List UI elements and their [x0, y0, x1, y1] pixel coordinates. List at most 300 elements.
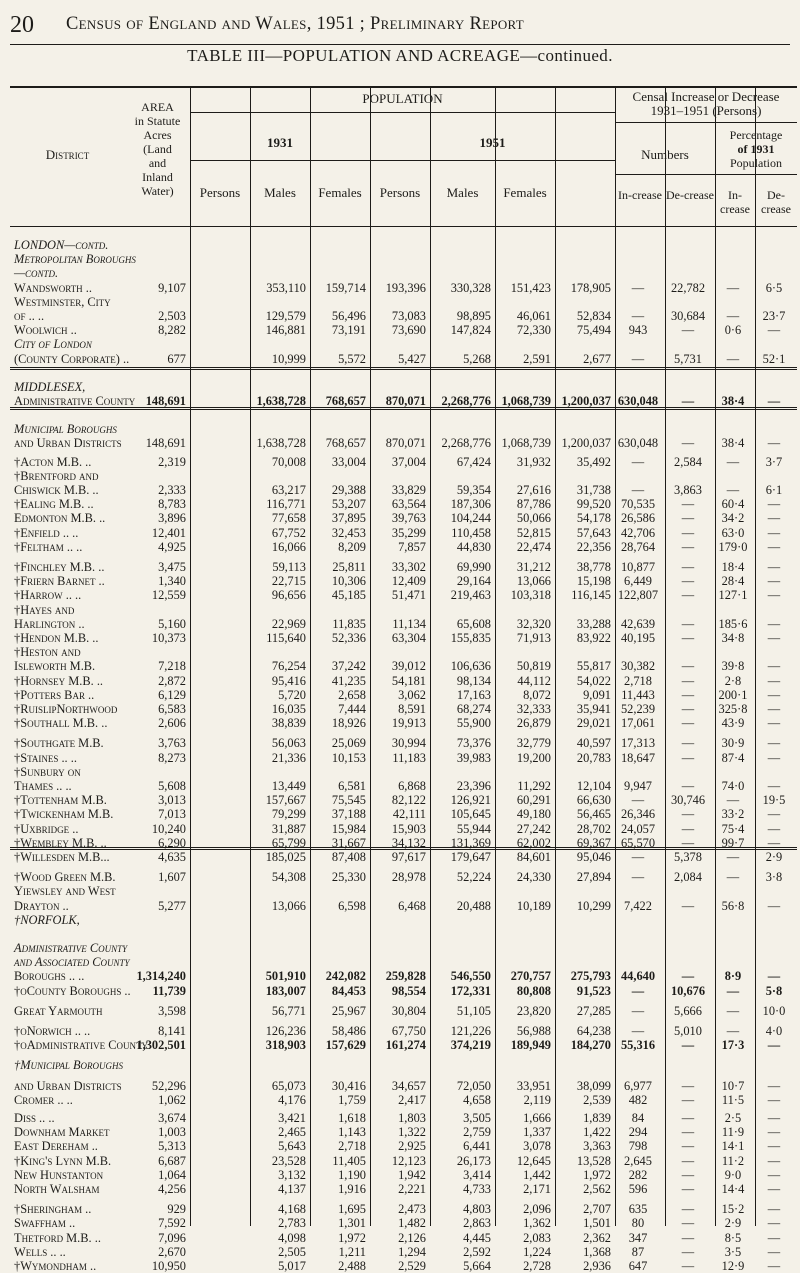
- cell-increase: 30,382: [620, 659, 656, 674]
- cell-pct-decrease: —: [767, 511, 781, 526]
- cell-increase: 24,057: [620, 821, 656, 836]
- cell-males-1951: 46,061: [516, 309, 551, 323]
- cell-persons-1931: 22,969: [271, 616, 306, 631]
- cell-females-1931: 63,564: [391, 497, 426, 512]
- cell-males-1931: 25,330: [331, 870, 366, 885]
- cell-pct-decrease: —: [767, 436, 781, 451]
- cell-females-1951: 2,677: [583, 351, 611, 366]
- section-separator: [10, 367, 797, 370]
- cell-persons-1951: 5,268: [463, 351, 491, 366]
- cell-females-1931: 2,221: [398, 1182, 426, 1196]
- cell-increase: 630,048: [617, 436, 659, 451]
- cell-males-1951: 31,932: [516, 454, 551, 469]
- cell-males-1931: 37,242: [331, 659, 366, 674]
- district-name: LONDON—contd.: [14, 238, 109, 252]
- district-name: †Southall M.B. ..: [14, 716, 108, 731]
- cell-increase: —: [631, 454, 645, 469]
- cell-persons-1951: 131,369: [450, 835, 491, 850]
- table-row: [10, 645, 797, 659]
- cell-females-1951: 66,630: [576, 793, 611, 808]
- table-row: [10, 1154, 797, 1168]
- cell-area: 8,273: [158, 750, 186, 765]
- cell-females-1931: 2,417: [398, 1092, 426, 1107]
- cell-females-1931: 34,132: [391, 835, 426, 850]
- cell-females-1931: 1,322: [398, 1125, 426, 1140]
- cell-females-1951: 55,817: [576, 659, 611, 674]
- header-bottom-rule: [10, 226, 797, 227]
- cell-persons-1931: 3,421: [278, 1111, 306, 1125]
- cell-pct-decrease: —: [767, 616, 781, 631]
- cell-increase: 9,947: [624, 779, 652, 793]
- header-year-1931: 1931: [267, 135, 293, 150]
- cell-females-1931: 2,473: [398, 1202, 426, 1217]
- district-name: †Harrow .. ..: [14, 588, 82, 603]
- cell-pct-decrease: —: [767, 673, 781, 688]
- cell-females-1951: 2,539: [583, 1092, 611, 1107]
- cell-pct-increase: —: [726, 351, 740, 366]
- cell-persons-1951: 98,134: [456, 673, 491, 688]
- cell-males-1931: 11,835: [332, 616, 366, 631]
- cell-persons-1951: 155,835: [450, 631, 491, 645]
- cell-pct-increase: —: [726, 1003, 740, 1018]
- cell-increase: —: [631, 280, 645, 295]
- cell-persons-1951: 67,424: [456, 454, 491, 469]
- cell-area: 6,687: [158, 1153, 186, 1168]
- cell-pct-increase: 2·8: [724, 673, 742, 688]
- cell-females-1931: 67,750: [391, 1024, 426, 1038]
- cell-males-1951: 1,068,739: [501, 394, 551, 408]
- cell-area: 1,064: [158, 1167, 186, 1182]
- cell-pct-increase: 87·4: [721, 750, 745, 765]
- cell-persons-1951: 546,550: [450, 969, 491, 984]
- table-row: [10, 1024, 797, 1038]
- cell-females-1951: 116,145: [571, 588, 611, 603]
- cell-persons-1931: 4,176: [278, 1092, 306, 1107]
- cell-decrease: —: [681, 525, 695, 540]
- cell-females-1931: 2,925: [398, 1139, 426, 1154]
- cell-females-1931: 12,409: [391, 574, 426, 589]
- cell-area: 7,096: [158, 1230, 186, 1245]
- cell-females-1931: 1,803: [398, 1111, 426, 1125]
- cell-males-1951: 2,591: [523, 351, 551, 366]
- cell-increase: —: [631, 1003, 645, 1018]
- cell-females-1951: 1,422: [583, 1125, 611, 1140]
- cell-males-1951: 32,779: [516, 736, 551, 751]
- cell-pct-increase: 10·7: [721, 1078, 745, 1093]
- cell-males-1931: 242,082: [325, 969, 366, 984]
- cell-pct-increase: 60·4: [721, 497, 745, 512]
- cell-decrease: 5,731: [674, 351, 702, 366]
- table-row: [10, 969, 797, 983]
- district-name: and Urban Districts: [14, 436, 122, 451]
- district-name: North Walsham: [14, 1182, 100, 1196]
- cell-persons-1931: 2,783: [278, 1216, 306, 1231]
- cell-males-1931: 52,336: [331, 631, 366, 645]
- header-rule: [615, 174, 797, 175]
- cell-area: 8,141: [158, 1024, 186, 1038]
- cell-pct-increase: —: [726, 1024, 740, 1038]
- cell-area: 148,691: [145, 394, 186, 408]
- cell-males-1951: 32,333: [516, 702, 551, 716]
- table-row: [10, 422, 797, 436]
- cell-decrease: —: [681, 736, 695, 751]
- cell-females-1951: 75,494: [576, 323, 611, 338]
- cell-males-1931: 1,618: [338, 1111, 366, 1125]
- cell-males-1951: 10,189: [516, 898, 551, 913]
- cell-males-1951: 8,072: [523, 687, 551, 702]
- district-name: †Willesden M.B...: [14, 850, 110, 864]
- cell-males-1931: 32,453: [331, 525, 366, 540]
- cell-persons-1931: 65,799: [271, 835, 306, 850]
- district-name: †Municipal Boroughs: [14, 1058, 124, 1073]
- cell-persons-1931: 67,752: [271, 525, 306, 540]
- cell-males-1931: 1,301: [338, 1216, 366, 1231]
- cell-decrease: —: [681, 750, 695, 765]
- cell-pct-increase: 34·2: [721, 511, 745, 526]
- header-rule: [190, 160, 615, 161]
- table-row: [10, 807, 797, 821]
- cell-males-1951: 1,337: [523, 1125, 551, 1140]
- cell-area: 5,608: [158, 779, 186, 793]
- cell-pct-decrease: —: [767, 1259, 781, 1273]
- cell-pct-decrease: 10·0: [762, 1003, 786, 1018]
- table-row: [10, 1004, 797, 1018]
- district-name: Edmonton M.B. ..: [14, 511, 106, 526]
- cell-females-1931: 63,304: [391, 631, 426, 645]
- cell-males-1931: 1,211: [338, 1244, 366, 1259]
- cell-pct-decrease: 6·1: [765, 483, 783, 497]
- cell-pct-increase: 14·1: [721, 1139, 745, 1154]
- cell-females-1931: 5,427: [398, 351, 426, 366]
- cell-persons-1931: 16,035: [271, 702, 306, 716]
- header-pct-decrease: De-crease: [761, 188, 791, 216]
- cell-males-1951: 31,212: [516, 560, 551, 574]
- cell-persons-1931: 95,416: [271, 673, 306, 688]
- cell-area: 1,607: [158, 870, 186, 885]
- cell-persons-1951: 65,608: [456, 616, 491, 631]
- cell-males-1931: 2,658: [338, 687, 366, 702]
- cell-area: 3,896: [158, 511, 186, 526]
- cell-persons-1951: 6,441: [463, 1139, 491, 1154]
- district-name: †Hayes and: [14, 602, 75, 617]
- cell-males-1951: 12,645: [516, 1153, 551, 1168]
- cell-pct-increase: 8·9: [724, 969, 742, 984]
- cell-males-1931: 159,714: [325, 280, 366, 295]
- cell-area: 7,013: [158, 807, 186, 822]
- cell-pct-decrease: —: [767, 1078, 781, 1093]
- cell-decrease: —: [681, 716, 695, 731]
- district-name: Great Yarmouth: [14, 1003, 103, 1018]
- cell-males-1951: 80,808: [516, 983, 551, 998]
- cell-males-1931: 11,405: [332, 1153, 366, 1168]
- cell-males-1931: 1,759: [338, 1092, 366, 1107]
- cell-females-1931: 30,994: [391, 736, 426, 751]
- table-row: [10, 1139, 797, 1153]
- table-title: TABLE III—POPULATION AND ACREAGE—continued.: [187, 46, 613, 65]
- cell-persons-1951: 68,274: [456, 702, 491, 716]
- cell-pct-increase: 185·6: [718, 616, 748, 631]
- cell-increase: 294: [628, 1125, 648, 1140]
- cell-area: 8,783: [158, 497, 186, 512]
- table-row: [10, 281, 797, 295]
- cell-area: 5,160: [158, 616, 186, 631]
- table-row: [10, 751, 797, 765]
- cell-increase: 6,449: [624, 574, 652, 589]
- cell-persons-1931: 16,066: [271, 539, 306, 554]
- district-name: Harlington ..: [14, 616, 85, 631]
- header-rule: [190, 112, 615, 113]
- cell-persons-1931: 115,640: [266, 631, 306, 645]
- cell-persons-1931: 183,007: [265, 983, 306, 998]
- table-row: [10, 984, 797, 998]
- cell-persons-1951: 187,306: [450, 497, 491, 512]
- cell-males-1951: 270,757: [510, 969, 551, 984]
- cell-area: 4,256: [158, 1182, 186, 1196]
- cell-pct-increase: 15·2: [721, 1202, 745, 1217]
- cell-persons-1951: 106,636: [450, 659, 491, 674]
- cell-persons-1931: 38,839: [271, 716, 306, 731]
- cell-males-1951: 60,291: [516, 793, 551, 808]
- cell-persons-1931: 501,910: [265, 969, 306, 984]
- cell-increase: 18,647: [620, 750, 656, 765]
- cell-area: 2,606: [158, 716, 186, 731]
- cell-increase: 70,535: [620, 497, 656, 512]
- cell-females-1931: 259,828: [385, 969, 426, 984]
- cell-increase: 482: [628, 1092, 648, 1107]
- district-name: †Southgate M.B.: [14, 736, 104, 751]
- cell-decrease: —: [681, 1111, 695, 1125]
- table-row: [10, 588, 797, 602]
- cell-area: 52,296: [151, 1078, 186, 1093]
- cell-increase: 630,048: [617, 394, 659, 408]
- cell-increase: 40,195: [620, 631, 656, 645]
- cell-increase: —: [631, 351, 645, 366]
- cell-persons-1931: 31,887: [271, 821, 306, 836]
- cell-persons-1931: 126,236: [265, 1024, 306, 1038]
- cell-females-1931: 2,126: [398, 1230, 426, 1245]
- header-persons-1951: Persons: [379, 185, 421, 200]
- cell-area: 2,333: [158, 483, 186, 497]
- cell-males-1951: 62,002: [516, 835, 551, 850]
- cell-males-1951: 1,666: [523, 1111, 551, 1125]
- cell-persons-1951: 104,244: [450, 511, 491, 526]
- cell-increase: 42,706: [620, 525, 656, 540]
- cell-persons-1931: 21,336: [271, 750, 306, 765]
- cell-pct-decrease: —: [767, 1182, 781, 1196]
- cell-persons-1931: 353,110: [266, 280, 306, 295]
- cell-males-1931: 768,657: [325, 394, 366, 408]
- cell-pct-decrease: —: [767, 898, 781, 913]
- cell-females-1931: 97,617: [391, 850, 426, 864]
- cell-females-1931: 3,062: [398, 687, 426, 702]
- cell-pct-increase: —: [726, 309, 740, 323]
- district-name: †Sunbury on: [14, 764, 81, 779]
- cell-pct-increase: 17·3: [721, 1038, 745, 1053]
- district-name: †Enfield .. ..: [14, 525, 79, 540]
- cell-pct-decrease: —: [767, 1230, 781, 1245]
- cell-pct-decrease: —: [767, 1202, 781, 1217]
- district-name: †Staines .. ..: [14, 750, 77, 765]
- table-row: [10, 1111, 797, 1125]
- table-row: [10, 870, 797, 884]
- cell-pct-increase: —: [726, 793, 740, 808]
- cell-increase: 80: [631, 1216, 645, 1231]
- table-row: [10, 1182, 797, 1196]
- cell-males-1951: 44,112: [517, 673, 551, 688]
- cell-females-1951: 3,363: [583, 1139, 611, 1154]
- table-row: [10, 540, 797, 554]
- cell-pct-increase: 56·8: [721, 898, 745, 913]
- cell-females-1931: 30,804: [391, 1003, 426, 1018]
- table-row: [10, 913, 797, 927]
- table-row: [10, 1245, 797, 1259]
- cell-females-1931: 193,396: [385, 280, 426, 295]
- district-name: Thames .. ..: [14, 779, 72, 793]
- cell-males-1931: 6,598: [338, 898, 366, 913]
- cell-area: 3,763: [158, 736, 186, 751]
- table-row: [10, 941, 797, 955]
- cell-decrease: —: [681, 1244, 695, 1259]
- cell-males-1951: 19,200: [516, 750, 551, 765]
- cell-females-1931: 1,942: [398, 1167, 426, 1182]
- district-name: Yiewsley and West: [14, 884, 116, 899]
- header-decrease: De-crease: [666, 188, 714, 202]
- cell-females-1951: 2,707: [583, 1202, 611, 1217]
- district-name: †oCounty Boroughs ..: [14, 983, 131, 998]
- table-row: [10, 574, 797, 588]
- cell-decrease: —: [681, 969, 695, 984]
- cell-increase: 65,570: [620, 835, 656, 850]
- cell-area: 2,670: [158, 1244, 186, 1259]
- cell-decrease: —: [681, 574, 695, 589]
- table-row: [10, 560, 797, 574]
- cell-females-1951: 1,200,037: [561, 394, 611, 408]
- cell-pct-decrease: 52·1: [762, 351, 786, 366]
- cell-females-1951: 2,936: [583, 1259, 611, 1273]
- cell-decrease: —: [681, 1216, 695, 1231]
- cell-pct-increase: 99·7: [721, 835, 745, 850]
- cell-pct-decrease: —: [767, 1216, 781, 1231]
- cell-females-1951: 31,738: [576, 483, 611, 497]
- cell-females-1931: 11,183: [392, 750, 426, 765]
- table-top-rule: [10, 86, 797, 88]
- table-row: [10, 436, 797, 450]
- cell-decrease: 5,666: [674, 1003, 702, 1018]
- header-district: District: [45, 147, 90, 162]
- table-row: [10, 309, 797, 323]
- page-number: 20: [10, 12, 34, 38]
- cell-decrease: —: [681, 821, 695, 836]
- cell-area: 9,107: [158, 280, 186, 295]
- cell-area: 10,950: [151, 1259, 186, 1273]
- cell-males-1931: 8,209: [338, 539, 366, 554]
- cell-increase: 17,061: [620, 716, 656, 731]
- cell-males-1931: 31,667: [331, 835, 366, 850]
- cell-females-1951: 40,597: [576, 736, 611, 751]
- cell-persons-1931: 22,715: [271, 574, 306, 589]
- cell-females-1931: 39,012: [391, 659, 426, 674]
- cell-females-1951: 184,270: [570, 1038, 611, 1053]
- cell-area: 2,503: [158, 309, 186, 323]
- cell-males-1951: 1,224: [523, 1244, 551, 1259]
- cell-females-1931: 33,302: [391, 560, 426, 574]
- district-name: †Wembley M.B. ..: [14, 835, 107, 850]
- cell-persons-1931: 1,638,728: [256, 394, 306, 408]
- cell-pct-decrease: —: [767, 779, 781, 793]
- cell-persons-1951: 4,445: [463, 1230, 491, 1245]
- cell-males-1931: 33,004: [331, 454, 366, 469]
- cell-persons-1931: 56,771: [271, 1003, 306, 1018]
- cell-increase: 647: [628, 1259, 648, 1273]
- district-name: †Friern Barnet ..: [14, 574, 105, 589]
- header-population: POPULATION: [362, 91, 443, 106]
- cell-persons-1951: 29,164: [456, 574, 491, 589]
- cell-increase: 347: [628, 1230, 648, 1245]
- district-name: †Wood Green M.B.: [14, 870, 116, 885]
- header-year-1951: 1951: [479, 135, 506, 150]
- district-name: Boroughs .. ..: [14, 969, 85, 984]
- table-row: [10, 1079, 797, 1093]
- cell-pct-decrease: 23·7: [762, 309, 786, 323]
- district-name: †Twickenham M.B.: [14, 807, 114, 822]
- table-row: [10, 352, 797, 366]
- cell-males-1931: 45,185: [331, 588, 366, 603]
- cell-persons-1951: 172,331: [450, 983, 491, 998]
- table-row: [10, 955, 797, 969]
- cell-persons-1951: 17,163: [456, 687, 491, 702]
- district-name: (County Corporate) ..: [14, 351, 130, 366]
- table-row: [10, 899, 797, 913]
- cell-females-1931: 7,857: [398, 539, 426, 554]
- cell-increase: 42,639: [620, 616, 656, 631]
- cell-males-1931: 1,695: [338, 1202, 366, 1217]
- cell-pct-increase: 74·0: [721, 779, 745, 793]
- table-row: [10, 674, 797, 688]
- cell-decrease: 10,676: [670, 983, 706, 998]
- cell-pct-decrease: —: [767, 1092, 781, 1107]
- cell-persons-1931: 2,465: [278, 1125, 306, 1140]
- cell-persons-1931: 70,008: [271, 454, 306, 469]
- cell-females-1931: 12,123: [391, 1153, 426, 1168]
- district-name: †Ealing M.B. ..: [14, 497, 94, 512]
- cell-persons-1951: 26,173: [456, 1153, 491, 1168]
- cell-females-1951: 1,501: [583, 1216, 611, 1231]
- cell-males-1951: 2,083: [523, 1230, 551, 1245]
- cell-pct-increase: 63·0: [721, 525, 745, 540]
- cell-persons-1951: 2,268,776: [441, 436, 491, 451]
- cell-females-1951: 2,362: [583, 1230, 611, 1245]
- cell-females-1951: 35,941: [576, 702, 611, 716]
- cell-persons-1951: 105,645: [450, 807, 491, 822]
- cell-area: 7,592: [158, 1216, 186, 1231]
- cell-pct-increase: 11·9: [721, 1125, 745, 1140]
- cell-males-1931: 10,153: [331, 750, 366, 765]
- cell-pct-decrease: 3·7: [765, 454, 783, 469]
- cell-males-1951: 33,951: [516, 1078, 551, 1093]
- header-pct-increase: In-crease: [720, 188, 750, 216]
- table-row: [10, 765, 797, 779]
- table-row: [10, 779, 797, 793]
- cell-decrease: 30,746: [670, 793, 706, 808]
- district-name: Thetford M.B. ..: [14, 1230, 101, 1245]
- cell-decrease: 3,863: [674, 483, 702, 497]
- district-name: Isleworth M.B.: [14, 659, 96, 674]
- cell-decrease: —: [681, 560, 695, 574]
- cell-area: 7,218: [158, 659, 186, 674]
- cell-females-1931: 870,071: [385, 436, 426, 451]
- cell-persons-1951: 39,983: [456, 750, 491, 765]
- table-row: [10, 455, 797, 469]
